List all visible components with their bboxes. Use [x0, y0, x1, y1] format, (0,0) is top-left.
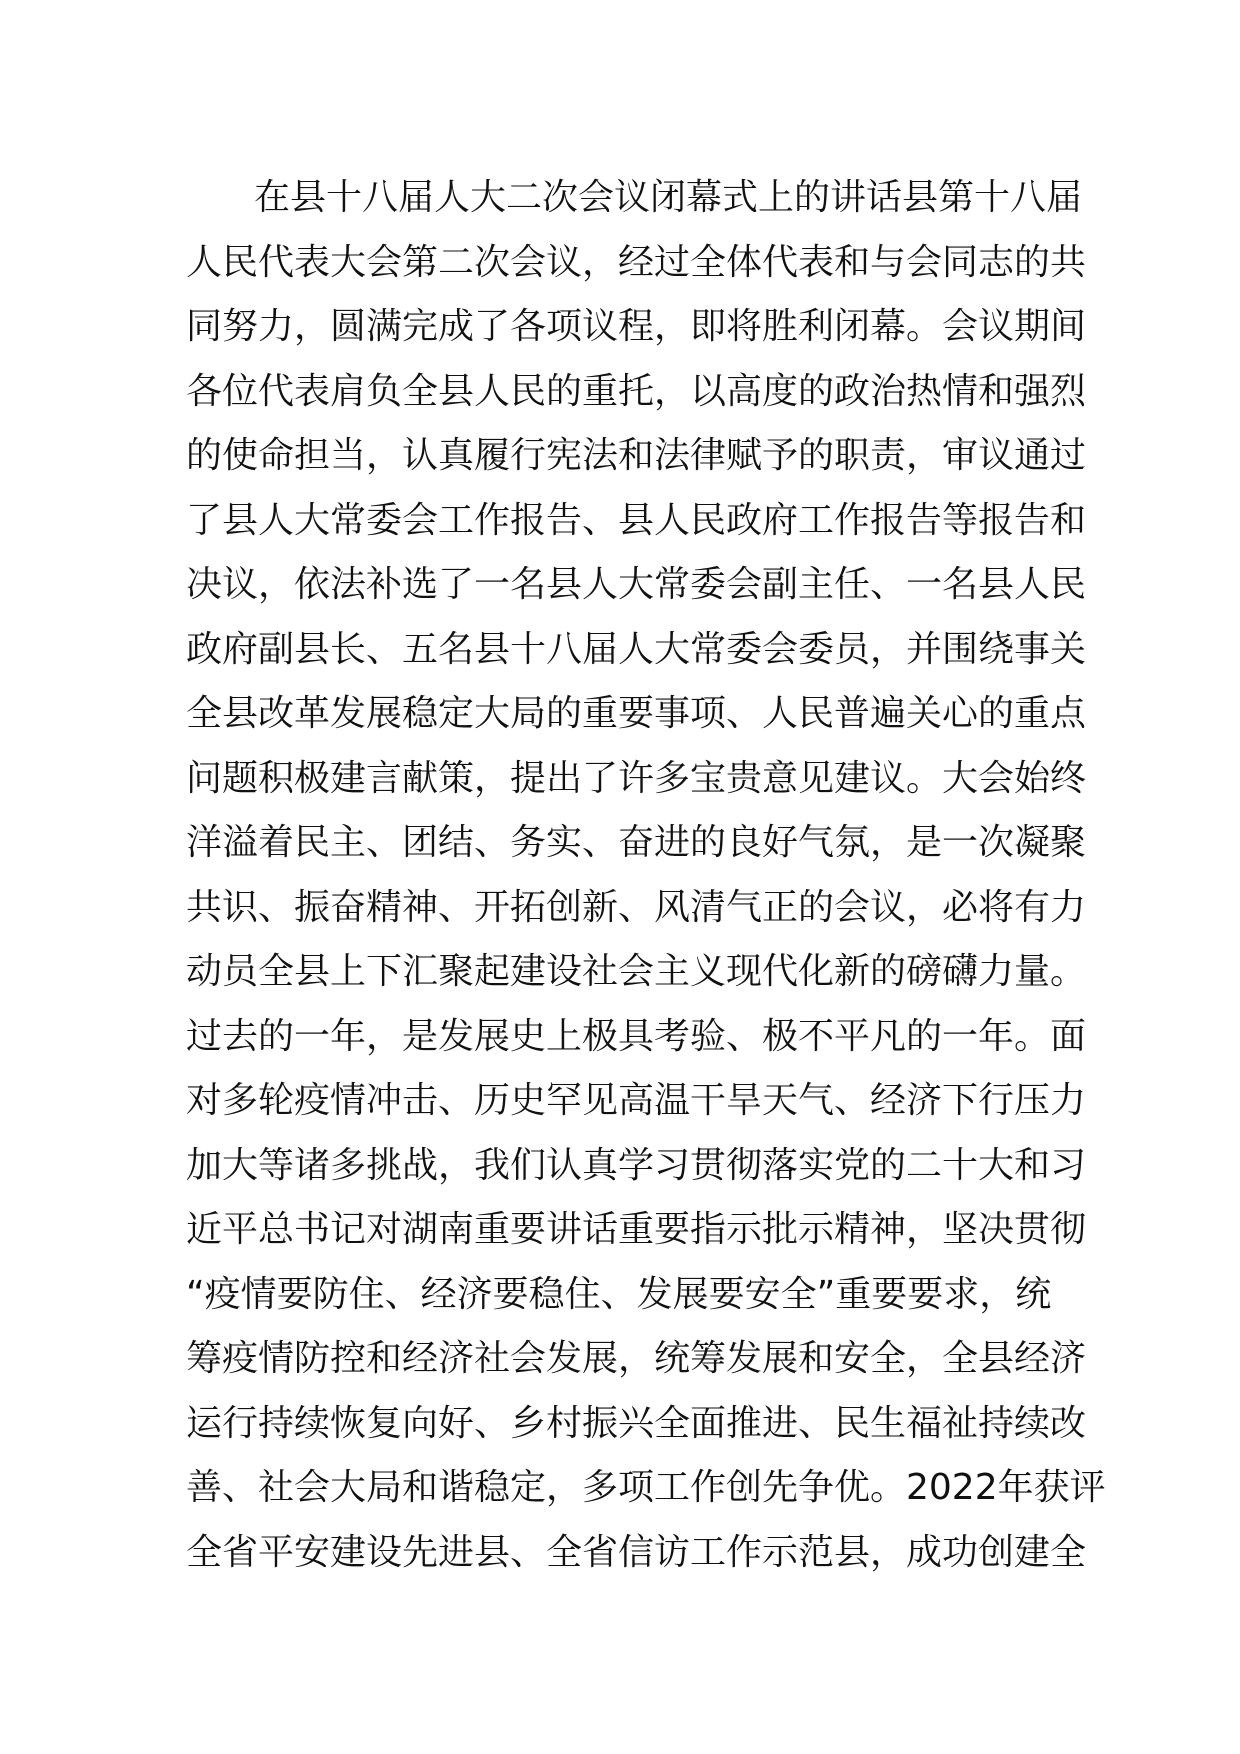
text-line: 了县人大常委会工作报告、县人民政府工作报告等报告和: [186, 499, 1087, 541]
text-line: 筹疫情防控和经济社会发展，统筹发展和安全，全县经济: [186, 1338, 1087, 1379]
text-line: 善、社会大局和谐稳定，多项工作创先争优。2022年获评: [186, 1467, 1106, 1508]
text-line: 同努力，圆满完成了各项议程，即将胜利闭幕。会议期间: [186, 306, 1087, 347]
text-line: 的使命担当，认真履行宪法和法律赋予的职责，审议通过: [186, 435, 1087, 476]
text-line: 人民代表大会第二次会议，经过全体代表和与会同志的共: [186, 241, 1087, 283]
text-line: 在县十八届人大二次会议闭幕式上的讲话县第十八届: [254, 177, 1083, 218]
text-line: 共识、振奋精神、开拓创新、风清气正的会议，必将有力: [186, 886, 1087, 928]
text-line: 各位代表肩负全县人民的重托，以高度的政治热情和强烈: [186, 370, 1087, 412]
text-line: 问题积极建言献策，提出了许多宝贵意见建议。大会始终: [186, 757, 1087, 799]
text-line: 动员全县上下汇聚起建设社会主义现代化新的磅礴力量。: [186, 951, 1087, 992]
text-line: 对多轮疫情冲击、历史罕见高温干旱天气、经济下行压力: [186, 1080, 1087, 1121]
text-line: 近平总书记对湖南重要讲话重要指示批示精神，坚决贯彻: [186, 1209, 1087, 1250]
text-line: 洋溢着民主、团结、务实、奋进的良好气氛，是一次凝聚: [186, 822, 1087, 863]
text-line: 过去的一年，是发展史上极具考验、极不平凡的一年。面: [186, 1015, 1087, 1057]
text-line: “疫情要防住、经济要稳住、发展要安全”重要要求，统: [186, 1273, 1052, 1315]
text-line: 运行持续恢复向好、乡村振兴全面推进、民生福祉持续改: [186, 1402, 1087, 1444]
text-line: 全县改革发展稳定大局的重要事项、人民普遍关心的重点: [186, 693, 1087, 734]
text-line: 决议，依法补选了一名县人大常委会副主任、一名县人民: [186, 564, 1087, 605]
text-line: 全省平安建设先进县、全省信访工作示范县，成功创建全: [186, 1531, 1087, 1573]
body-paragraph: [186, 166, 1106, 1585]
text-line: 加大等诸多挑战，我们认真学习贯彻落实党的二十大和习: [186, 1144, 1087, 1186]
text-line: 政府副县长、五名县十八届人大常委会委员，并围绕事关: [186, 628, 1087, 670]
